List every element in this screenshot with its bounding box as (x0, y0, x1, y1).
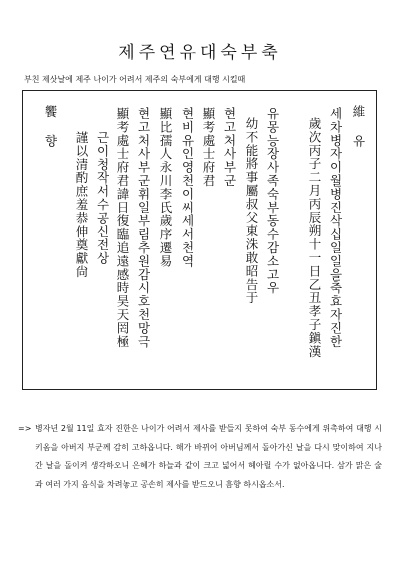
note-text: 병자년 2월 11일 효자 진한은 나이가 어려서 제사를 받들지 못하여 숙부 동수에게 위촉하여 대행 시키옴을 아버지 부군께 감히 고하옵니다. 해가 바뀌어 아버님께서 돌아가신 날을 다시 맞이하여 지나간 날을 돌이켜 생각하오니 은혜가 하늘과 같이 크고 넓어서 헤아릴 수가 없아옵니다. 삼가 맑은 술과 여러 가지 음식을 차려놓고 공손히 제사를 받드오니 흠향 하시옵소서. (35, 424, 382, 489)
chukmun-column-8: 현비유인영천이씨세서천역 (180, 107, 195, 268)
chukmun-column-10: 현고처사부군휘일부림추원감시호천망극 (136, 107, 151, 349)
chukmun-column-7: 顯考處士府君 (201, 107, 216, 188)
chukmun-column-11: 顯考處士府君諱日復臨追遠感時昊天罔極 (115, 107, 130, 349)
chukmun-column-2: 세차병자이월병진삭십일일을축효자진한 (328, 107, 343, 349)
page-title: 제주연유대숙부축 (118, 43, 282, 63)
page-subtitle: 부친 제삿날에 제주 나이가 어려서 제주의 숙부에게 대행 시킬때 (24, 75, 246, 84)
chukmun-column-9: 顯比孺人永川李氏歲序遷易 (158, 107, 173, 268)
chukmun-column-14: 饗 향 (43, 105, 58, 148)
chukmun-column-5: 幼不能將事屬叔父東洙敢昭告于 (244, 117, 259, 305)
translation-note (18, 420, 382, 494)
chukmun-column-4: 유몽능장사족숙부동수감소고우 (265, 107, 280, 295)
chukmun-column-13: 謹以清酌庶羞恭伸奠獻尙 (74, 131, 89, 279)
chukmun-column-3: 歲次丙子二月丙辰朔十一日乙丑孝子鎭漢 (307, 117, 322, 359)
chukmun-column-12: 근이청작서수공신전상 (95, 131, 110, 265)
note-arrow-mark: => (18, 424, 32, 433)
chukmun-frame (22, 90, 377, 390)
chukmun-column-6: 현고처사부군 (222, 107, 237, 188)
chukmun-column-1: 維 유 (351, 105, 366, 148)
